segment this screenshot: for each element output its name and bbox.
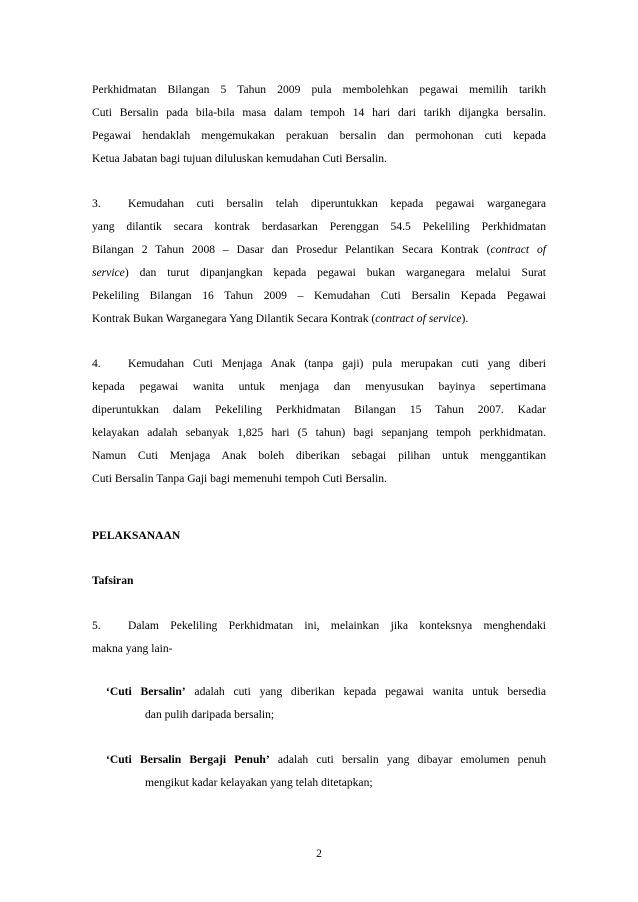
text-line: Pekeliling Bilangan 16 Tahun 2009 – Kemudahan Cuti Bersalin Kepada Pegawai: [92, 288, 546, 302]
text-line: Cuti Bersalin pada bila-bila masa dalam tempoh 14 hari dari tarikh dijangka bersalin.: [92, 105, 546, 119]
text-line: makna yang lain-: [92, 641, 173, 655]
paragraph-intro: [92, 79, 546, 171]
text-line: ‘Cuti Bersalin Bergaji Penuh’ adalah cuti bersalin yang dibayar emolumen penuh: [106, 753, 546, 766]
text-line: ‘Cuti Bersalin’ adalah cuti yang diberikan kepada pegawai wanita untuk bersedia: [106, 685, 547, 698]
text-line: dan pulih daripada bersalin;: [145, 707, 275, 721]
page-number: 2: [316, 847, 322, 860]
italic-term: contract of service: [375, 311, 462, 325]
text-line: 5. Dalam Pekeliling Perkhidmatan ini, melainkan jika konteksnya menghendaki: [92, 615, 546, 638]
definition-cuti-bersalin-bergaji-penuh: [106, 749, 546, 795]
paragraph-5: [92, 615, 546, 661]
defined-term: ‘Cuti Bersalin’: [106, 685, 186, 698]
text-line: Kontrak Bukan Warganegara Yang Dilantik Secara Kontrak (contract of service).: [92, 311, 469, 325]
italic-term: service: [92, 265, 125, 279]
text-line: diperuntukkan dalam Pekeliling Perkhidmatan Bilangan 15 Tahun 2007. Kadar: [92, 402, 546, 416]
text-line: Namun Cuti Menjaga Anak boleh diberikan sebagai pilihan untuk menggantikan: [92, 448, 546, 462]
text-line: 3. Kemudahan cuti bersalin telah diperuntukkan kepada pegawai warganegara: [92, 193, 546, 216]
text-line: service) dan turut dipanjangkan kepada pegawai bukan warganegara melalui Surat: [92, 265, 546, 279]
text-line: Cuti Bersalin Tanpa Gaji bagi memenuhi tempoh Cuti Bersalin.: [92, 471, 387, 485]
text-line: Pegawai hendaklah mengemukakan perakuan bersalin dan permohonan cuti kepada: [92, 128, 546, 142]
text-line: Bilangan 2 Tahun 2008 – Dasar dan Prosedur Pelantikan Secara Kontrak (contract of: [92, 242, 546, 256]
paragraph-4: [92, 353, 546, 490]
paragraph-number: 4.: [92, 357, 101, 370]
text-line: kelayakan adalah sebanyak 1,825 hari (5 tahun) bagi sepanjang tempoh perkhidmatan.: [92, 425, 546, 439]
text-line: mengikut kadar kelayakan yang telah ditetapkan;: [145, 775, 373, 789]
text-line: 4. Kemudahan Cuti Menjaga Anak (tanpa gaji) pula merupakan cuti yang diberi: [92, 353, 546, 376]
text-line: Perkhidmatan Bilangan 5 Tahun 2009 pula membolehkan pegawai memilih tarikh: [92, 83, 546, 96]
heading-tafsiran: Tafsiran: [92, 574, 134, 587]
defined-term: ‘Cuti Bersalin Bergaji Penuh’: [106, 753, 270, 766]
text-line: kepada pegawai wanita untuk menjaga dan menyusukan bayinya sepertimana: [92, 379, 546, 393]
paragraph-number: 5.: [92, 619, 101, 632]
text-line: Ketua Jabatan bagi tujuan diluluskan kemudahan Cuti Bersalin.: [92, 151, 387, 165]
paragraph-number: 3.: [92, 197, 101, 210]
italic-term: contract of: [490, 242, 546, 256]
text-line: yang dilantik secara kontrak berdasarkan Perenggan 54.5 Pekeliling Perkhidmatan: [92, 219, 546, 233]
heading-pelaksanaan: PELAKSANAAN: [92, 529, 181, 542]
paragraph-3: [92, 193, 546, 330]
definition-cuti-bersalin: [106, 681, 546, 727]
